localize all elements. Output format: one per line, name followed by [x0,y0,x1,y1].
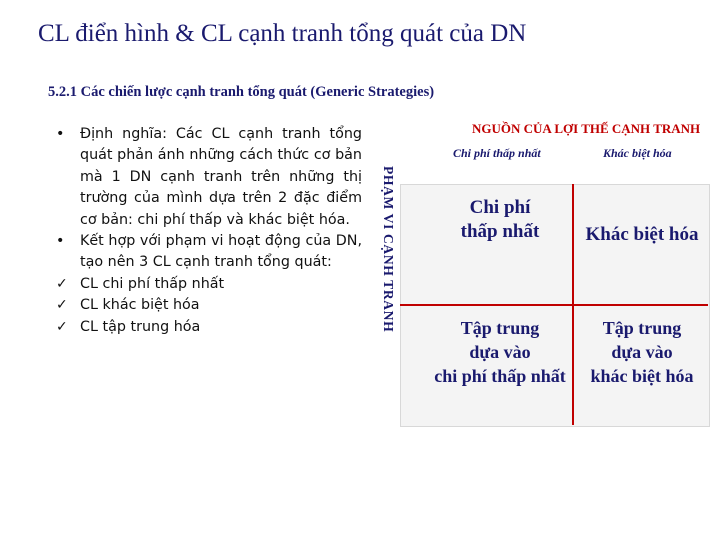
definition-text: : Các CL cạnh tranh tổng quát phản ánh những cách thức cơ bản mà 1 DN cạnh tranh trên những thị trường của mình dựa trên 2 đặc điểm cơ bản: chi phí thấp và khác biệt hóa. [80,126,362,228]
competitive-scope-label: PHẠM VI CẠNH TRANH [381,166,396,333]
checkmark-icon: ✓ [56,297,68,314]
checkmark-icon: ✓ [56,275,68,292]
cell-differentiation: Khác biệt hóa [585,224,699,245]
check-item-text: CL khác biệt hóa [80,297,200,314]
check-item-text: CL chi phí thấp nhất [80,275,225,292]
bullet-dot: • [56,233,65,250]
cell-cost-leadership: Chi phí thấp nhất [460,197,540,242]
column-header-low-cost: Chi phí thấp nhất [453,146,541,160]
slide-title: CL điển hình & CL cạnh tranh tổng quát của DN [38,20,527,47]
competitive-advantage-header: NGUỒN CỦA LỢI THẾ CẠNH TRANH [472,121,701,136]
bullet-text: Kết hợp với phạm vi hoạt động của DN, tạo nên 3 CL cạnh tranh tổng quát: [80,233,362,271]
matrix-horizontal-divider [400,304,708,306]
check-item-differentiation [56,295,362,316]
cell-cost-focus: Tập trung dựa vào chi phí thấp nhất [434,318,566,386]
check-item-text: CL tập trung hóa [80,318,201,335]
column-header-differentiation: Khác biệt hóa [603,146,672,160]
bullet-combination [56,231,362,274]
check-item-focus [56,317,362,338]
definition-label: Định nghĩa [80,126,163,142]
bullet-dot: • [56,126,65,142]
check-item-cost-leadership [56,274,362,295]
bullet-list [56,124,362,338]
checkmark-icon: ✓ [56,318,68,335]
bullet-definition [56,124,362,231]
slide-subtitle: 5.2.1 Các chiến lược cạnh tranh tổng quát (Generic Strategies) [48,84,435,100]
cell-differentiation-focus: Tập trung dựa vào khác biệt hóa [590,318,694,386]
